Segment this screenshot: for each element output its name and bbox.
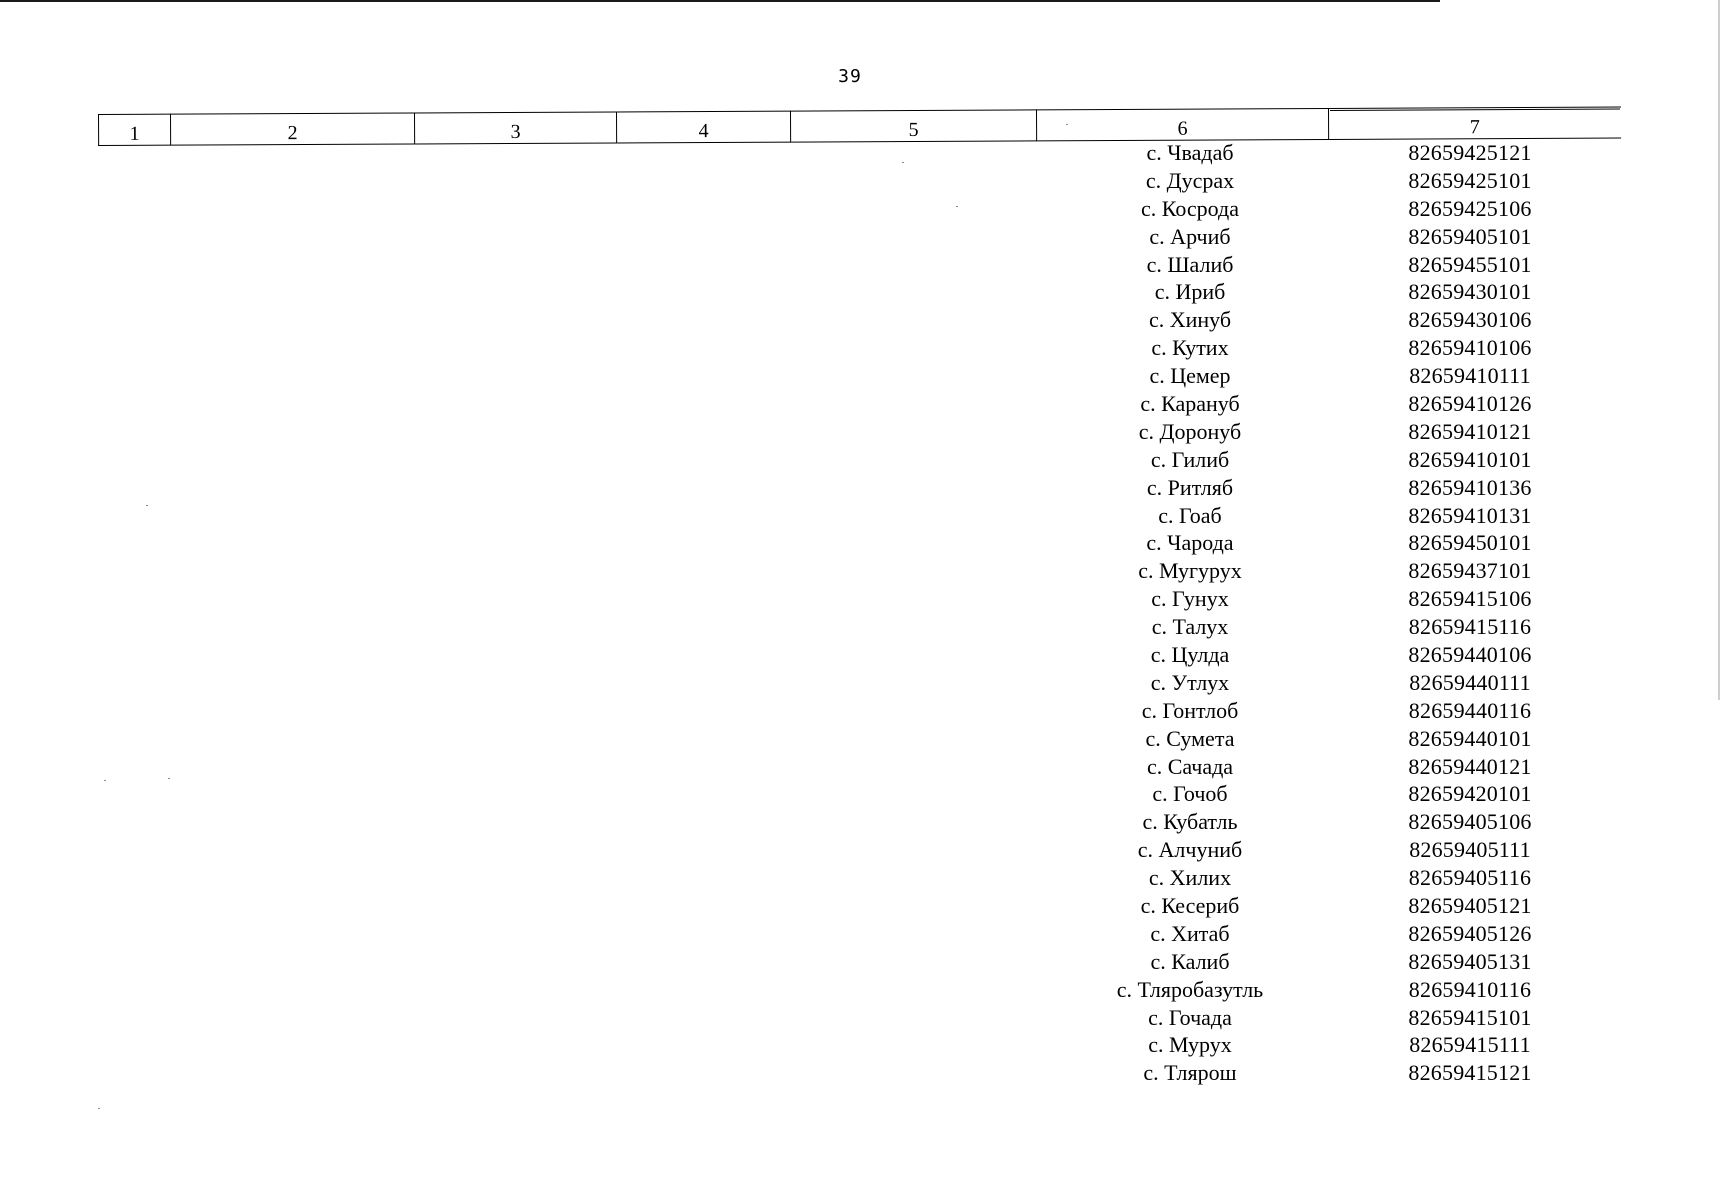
settlement-name: с. Кубатль — [1142, 809, 1238, 835]
scan-speck — [146, 505, 148, 506]
table-row — [1040, 836, 1600, 864]
table-row — [1040, 390, 1600, 418]
column-header-5: 5 — [790, 110, 1036, 142]
scan-speck — [104, 780, 106, 781]
settlement-name: с. Мугурух — [1138, 558, 1242, 584]
settlement-name: с. Кесериб — [1140, 892, 1240, 918]
table-row — [1040, 446, 1600, 474]
settlement-name: с. Ириб — [1154, 279, 1226, 305]
column-header-4: 4 — [616, 111, 790, 143]
table-row — [1040, 780, 1600, 808]
column-header-3: 3 — [414, 112, 616, 144]
table-row — [1040, 474, 1600, 502]
settlement-name: с. Кутих — [1151, 335, 1229, 361]
settlement-name: с. Тляробазутль — [1116, 976, 1264, 1002]
oktmo-code: 82659410131 — [1408, 502, 1532, 528]
table-row — [1040, 753, 1600, 781]
table-row — [1040, 892, 1600, 920]
table-row — [1040, 1032, 1600, 1060]
oktmo-code: 82659430101 — [1408, 279, 1532, 305]
table-row — [1040, 251, 1600, 279]
table-row — [1040, 334, 1600, 362]
oktmo-code: 82659440101 — [1408, 725, 1532, 751]
oktmo-code: 82659440111 — [1409, 669, 1531, 695]
settlement-name: с. Утлух — [1150, 669, 1230, 695]
table-row — [1040, 223, 1600, 251]
table-row — [1040, 139, 1600, 167]
table-row — [1040, 697, 1600, 725]
oktmo-code: 82659415111 — [1409, 1032, 1531, 1058]
scan-speck — [956, 206, 958, 207]
settlement-name: с. Гилиб — [1150, 446, 1230, 472]
oktmo-code: 82659410106 — [1408, 335, 1532, 361]
column-header-1: 1 — [99, 114, 171, 145]
settlement-name: с. Гоаб — [1158, 502, 1222, 528]
table-row — [1040, 613, 1600, 641]
oktmo-code: 82659430106 — [1408, 307, 1532, 333]
oktmo-code: 82659405126 — [1408, 920, 1532, 946]
oktmo-code: 82659405106 — [1408, 809, 1532, 835]
table-row — [1040, 1004, 1600, 1032]
table-row — [1040, 808, 1600, 836]
page-number: 39 — [838, 66, 862, 87]
oktmo-code: 82659405131 — [1408, 948, 1532, 974]
settlement-name: с. Калиб — [1150, 948, 1230, 974]
oktmo-code: 82659405101 — [1408, 223, 1532, 249]
settlement-name: с. Косрода — [1141, 195, 1239, 221]
table-row — [1040, 167, 1600, 195]
settlement-name: с. Чарода — [1146, 530, 1234, 556]
settlement-name: с. Доронуб — [1138, 418, 1242, 444]
settlement-name: с. Гунух — [1151, 586, 1229, 612]
settlement-name: с. Дусрах — [1145, 167, 1235, 193]
table-row — [1040, 362, 1600, 390]
table-row — [1040, 948, 1600, 976]
table-row — [1040, 418, 1600, 446]
oktmo-code: 82659405121 — [1408, 892, 1532, 918]
settlement-name: с. Арчиб — [1149, 223, 1231, 249]
oktmo-code: 82659420101 — [1408, 781, 1532, 807]
oktmo-code: 82659405116 — [1408, 865, 1532, 891]
settlement-name: с. Хилих — [1148, 865, 1232, 891]
oktmo-code: 82659455101 — [1408, 251, 1532, 277]
oktmo-code: 82659440121 — [1408, 753, 1532, 779]
table-row — [1040, 195, 1600, 223]
settlement-name: с. Талух — [1151, 614, 1229, 640]
table-row — [1040, 278, 1600, 306]
table-row — [1040, 725, 1600, 753]
settlement-name: с. Ритляб — [1146, 474, 1234, 500]
settlement-name: с. Тлярош — [1143, 1060, 1237, 1086]
settlement-name: с. Мурух — [1148, 1032, 1232, 1058]
oktmo-code: 82659415106 — [1408, 586, 1532, 612]
oktmo-code: 82659410116 — [1408, 976, 1532, 1002]
table-row — [1040, 669, 1600, 697]
settlement-name: с. Цулда — [1150, 641, 1230, 667]
table-row — [1040, 641, 1600, 669]
settlement-name: с. Чвадаб — [1146, 139, 1234, 165]
oktmo-code: 82659415101 — [1408, 1004, 1532, 1030]
settlement-name: с. Гочоб — [1152, 781, 1228, 807]
settlement-name: с. Алчуниб — [1137, 837, 1243, 863]
oktmo-code: 82659410101 — [1408, 446, 1532, 472]
table-row — [1040, 976, 1600, 1004]
settlement-name: с. Карануб — [1140, 390, 1240, 416]
settlement-name: с. Хитаб — [1150, 920, 1230, 946]
settlement-name: с. Сачада — [1146, 753, 1234, 779]
oktmo-code: 82659405111 — [1409, 837, 1531, 863]
oktmo-code: 82659425121 — [1408, 139, 1532, 165]
oktmo-code: 82659410121 — [1408, 418, 1532, 444]
table-row — [1040, 920, 1600, 948]
table-row — [1040, 864, 1600, 892]
oktmo-code: 82659425101 — [1408, 167, 1532, 193]
oktmo-code: 82659440116 — [1408, 697, 1532, 723]
oktmo-code: 82659440106 — [1408, 641, 1532, 667]
oktmo-code: 82659410136 — [1408, 474, 1532, 500]
column-header-6: 6 — [1036, 108, 1328, 140]
scan-speck — [98, 1108, 100, 1109]
table-row — [1040, 529, 1600, 557]
column-header-2: 2 — [171, 113, 415, 145]
scan-speck — [168, 778, 170, 779]
settlement-list — [1040, 139, 1600, 1099]
scan-speck — [1066, 124, 1068, 125]
oktmo-code: 82659410126 — [1408, 390, 1532, 416]
settlement-name: с. Шалиб — [1146, 251, 1234, 277]
oktmo-code: 82659437101 — [1408, 558, 1532, 584]
oktmo-code: 82659415116 — [1408, 614, 1532, 640]
table-row — [1040, 585, 1600, 613]
table-row — [1040, 306, 1600, 334]
scan-speck — [902, 162, 904, 163]
oktmo-code: 82659415121 — [1408, 1060, 1532, 1086]
scan-edge-top — [0, 0, 1440, 2]
column-header-7: 7 — [1328, 107, 1620, 139]
table-row — [1040, 557, 1600, 585]
settlement-name: с. Цемер — [1149, 363, 1231, 389]
table-row — [1040, 502, 1600, 530]
settlement-name: с. Гонтлоб — [1141, 697, 1239, 723]
oktmo-code: 82659425106 — [1408, 195, 1532, 221]
settlement-name: с. Гочада — [1148, 1004, 1232, 1030]
oktmo-code: 82659450101 — [1408, 530, 1532, 556]
table-row — [1040, 1059, 1600, 1087]
settlement-name: с. Сумета — [1145, 725, 1235, 751]
settlement-name: с. Хинуб — [1148, 307, 1232, 333]
oktmo-code: 82659410111 — [1409, 363, 1531, 389]
